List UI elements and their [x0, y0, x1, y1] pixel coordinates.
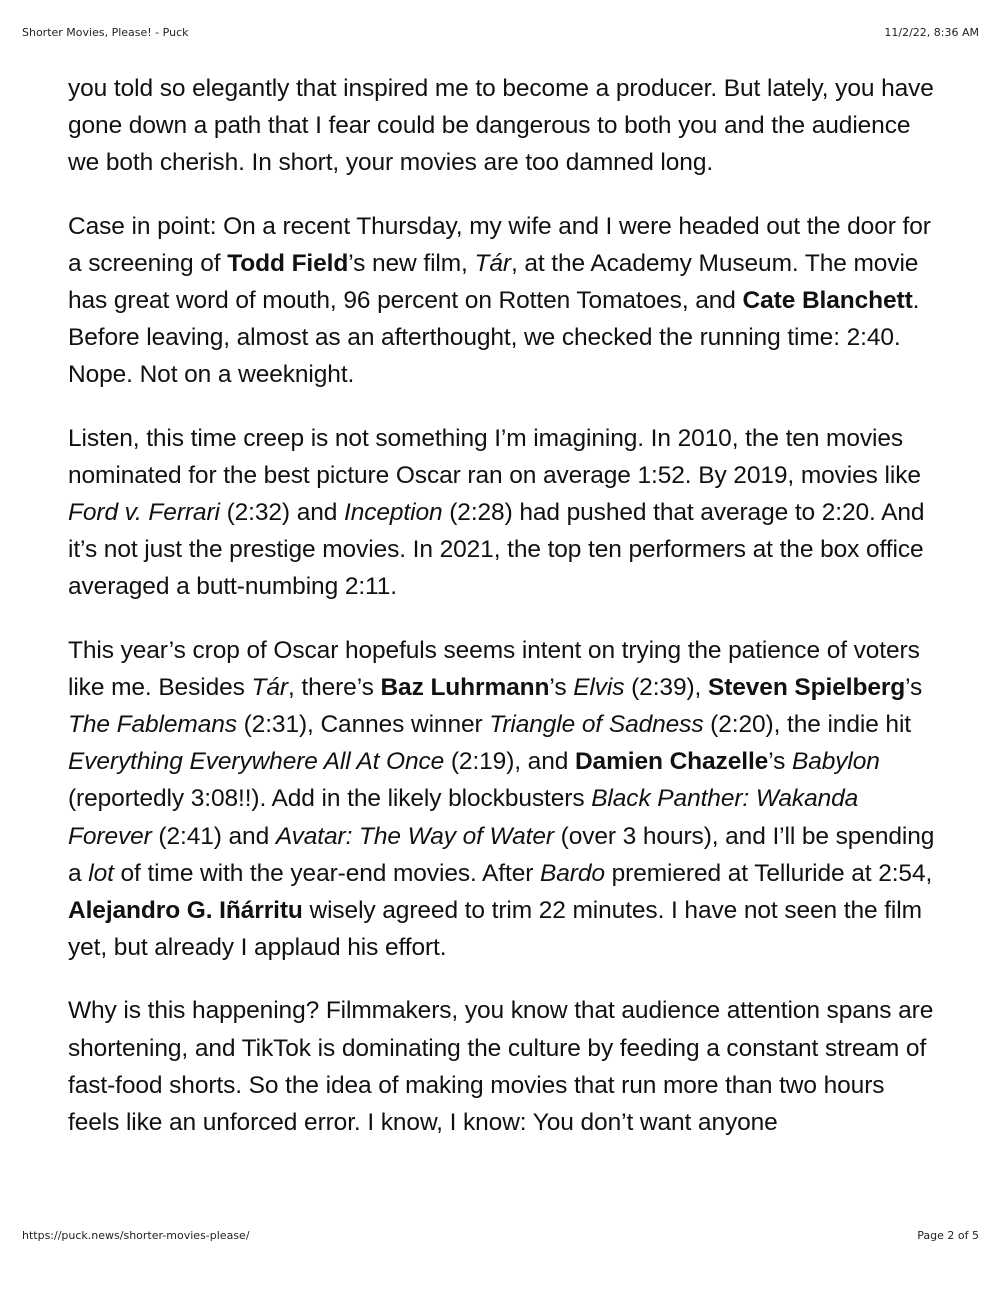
print-footer: [22, 1229, 979, 1242]
person-name: Damien Chazelle: [574, 748, 769, 776]
text: (2:20), the indie hit: [703, 711, 912, 739]
text: of time with the year-end movies. After: [113, 859, 541, 887]
film-title: Triangle of Sadness: [489, 711, 704, 739]
film-title: Avatar: The Way of Water: [275, 822, 554, 850]
paragraph: [68, 632, 940, 967]
text: (2:31), Cannes winner: [236, 711, 490, 739]
emphasis: lot: [88, 859, 114, 887]
film-title: Babylon: [791, 748, 880, 776]
film-title: Ford v. Ferrari: [68, 499, 220, 527]
text: Why is this happening? Filmmakers, you know that audience attention spans are shortening, and TikTok is dominating the culture by feeding a constant stream of fast-food shorts. So the idea of making movies that run more than two hours feels like an unforced error. I know, I know: You don’t want anyone: [68, 997, 934, 1137]
text: (over 3 hours), and I’ll be spending a: [68, 822, 935, 887]
text: Case in point: On a recent Thursday, my wife and I were headed out the door for a screening of: [68, 212, 931, 277]
person-name: Todd Field: [227, 249, 349, 277]
paragraph: [68, 992, 940, 1141]
text: , there’s: [287, 673, 381, 701]
text: you told so elegantly that inspired me to become a producer. But lately, you have gone down a path that I fear could be dangerous to both you and the audience we both cherish. In short, your movies are too damned long.: [68, 75, 934, 177]
print-header: [22, 26, 979, 39]
text: (2:39),: [624, 673, 708, 701]
text: (reportedly 3:08!!). Add in the likely blockbusters: [68, 785, 592, 813]
person-name: Baz Luhrmann: [380, 673, 550, 701]
text: ’s new film,: [348, 249, 475, 277]
text: (2:41) and: [151, 822, 276, 850]
film-title: Black Panther: Wakanda Forever: [68, 785, 859, 850]
film-title: Inception: [343, 499, 443, 527]
person-name: Cate Blanchett: [742, 287, 913, 315]
text: ’s: [768, 748, 792, 776]
film-title: The Fablemans: [68, 711, 237, 739]
article-body: [68, 70, 940, 1167]
page-url: https://puck.news/shorter-movies-please/: [22, 1229, 250, 1242]
paragraph: [68, 70, 940, 182]
page-number: Page 2 of 5: [917, 1229, 979, 1242]
film-title: Tár: [474, 249, 511, 277]
text: This year’s crop of Oscar hopefuls seems intent on trying the patience of voters like me. Besides: [68, 636, 920, 701]
text: Listen, this time creep is not something I’m imagining. In 2010, the ten movies nominated for the best picture Oscar ran on average 1:52. By 2019, movies like: [68, 424, 921, 489]
text: (2:32) and: [219, 499, 344, 527]
print-datetime: 11/2/22, 8:36 AM: [884, 26, 979, 39]
text: (2:28) had pushed that average to 2:20. And it’s not just the prestige movies. In 2021, the top ten performers at the box office averaged a butt-numbing 2:11.: [68, 499, 925, 601]
text: ’s: [549, 673, 574, 701]
page-title: Shorter Movies, Please! - Puck: [22, 26, 189, 39]
text: . Before leaving, almost as an afterthought, we checked the running time: 2:40. Nope. Not on a weeknight.: [68, 287, 920, 389]
paragraph: [68, 420, 940, 606]
text: wisely agreed to trim 22 minutes. I have not seen the film yet, but already I applaud his effort.: [68, 897, 922, 962]
film-title: Elvis: [573, 673, 625, 701]
film-title: Everything Everywhere All At Once: [68, 748, 445, 776]
person-name: Alejandro G. Iñárritu: [68, 897, 303, 925]
text: (2:19), and: [444, 748, 575, 776]
person-name: Steven Spielberg: [707, 673, 906, 701]
text: ’s: [905, 673, 923, 701]
film-title: Tár: [251, 673, 288, 701]
text: premiered at Telluride at 2:54,: [604, 859, 933, 887]
paragraph: [68, 208, 940, 394]
text: , at the Academy Museum. The movie has great word of mouth, 96 percent on Rotten Tomatoes, and: [68, 249, 919, 315]
film-title: Bardo: [540, 859, 605, 887]
